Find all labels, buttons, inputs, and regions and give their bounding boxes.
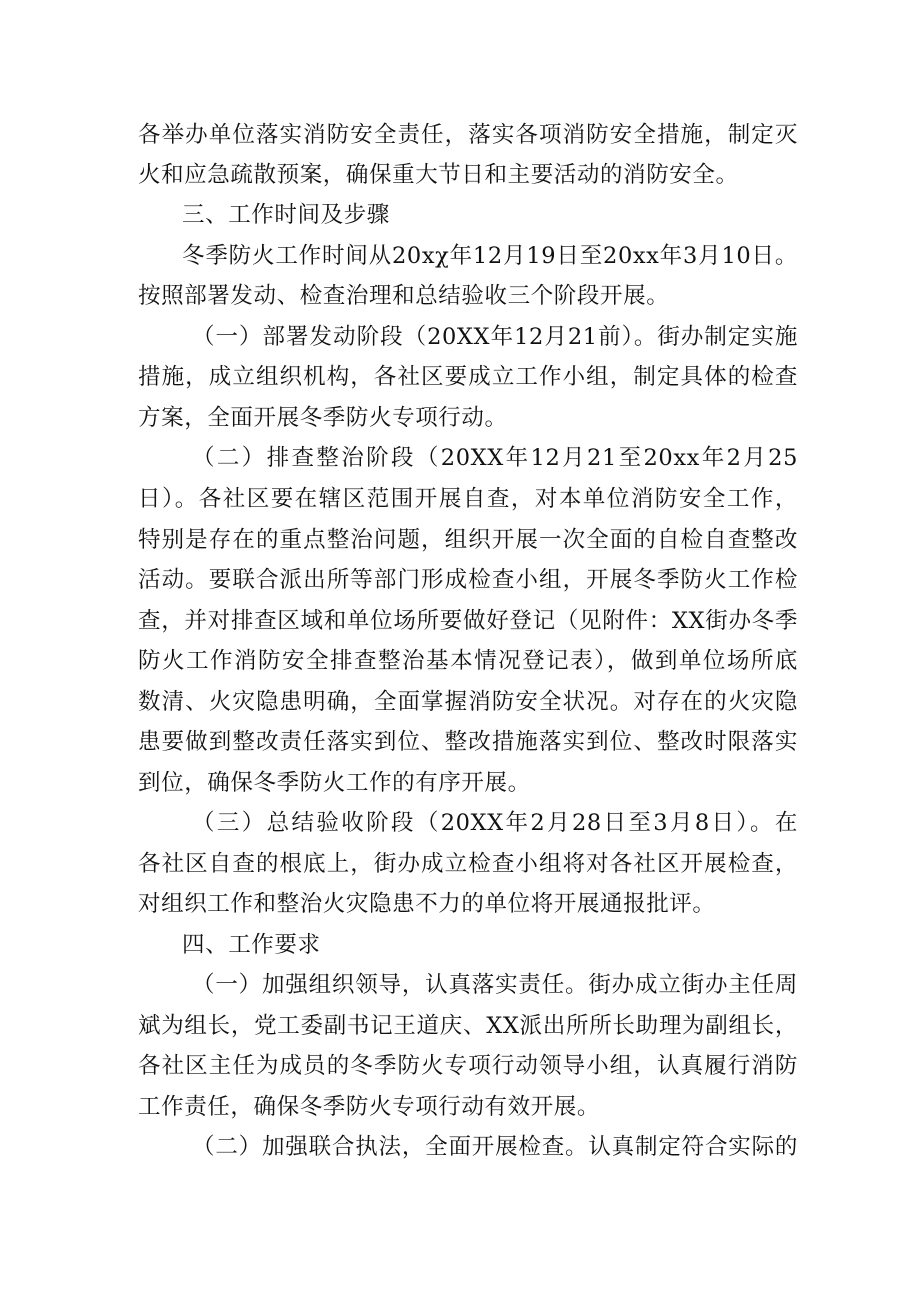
paragraph-line: （一）部署发动阶段（20XX年12月21前）。街办制定实施 xyxy=(192,324,798,350)
paragraph-line: （一）加强组织领导，认真落实责任。街办成立街办主任周 xyxy=(192,972,798,998)
paragraph-line: 数清、火灾隐患明确，全面掌握消防安全状况。对存在的火灾隐 xyxy=(138,689,798,715)
paragraph-line: 各举办单位落实消防安全责任，落实各项消防安全措施，制定灭 xyxy=(138,122,798,148)
paragraph-line: 方案，全面开展冬季防火专项行动。 xyxy=(138,405,508,431)
section-heading: 三、工作时间及步骤 xyxy=(182,202,390,228)
paragraph-line: 特别是存在的重点整治问题，组织开展一次全面的自检自查整改 xyxy=(138,527,798,553)
paragraph-line: 到位，确保冬季防火工作的有序开展。 xyxy=(138,770,531,796)
paragraph-line: 冬季防火工作时间从20xχ年12月19日至20xx年3月10日。 xyxy=(182,243,798,269)
paragraph-line: （三）总结验收阶段（20XX年2月28日至3月8日）。在 xyxy=(192,810,798,836)
paragraph-line: 措施，成立组织机构，各社区要成立工作小组，制定具体的检查 xyxy=(138,364,798,390)
paragraph-line: 火和应急疏散预案，确保重大节日和主要活动的消防安全。 xyxy=(138,162,739,188)
paragraph-line: 各社区自查的根底上，街办成立检查小组将对各社区开展检查， xyxy=(138,851,798,877)
paragraph-line: （二）排查整治阶段（20XX年12月21至20xx年2月25 xyxy=(192,445,798,471)
paragraph-line: （二）加强联合执法，全面开展检查。认真制定符合实际的 xyxy=(192,1134,798,1160)
paragraph-line: 按照部署发动、检查治理和总结验收三个阶段开展。 xyxy=(138,283,670,309)
paragraph-line: 查，并对排查区域和单位场所要做好登记（见附件：XX街办冬季 xyxy=(138,608,798,634)
section-heading: 四、工作要求 xyxy=(182,932,321,958)
paragraph-line: 对组织工作和整治火灾隐患不力的单位将开展通报批评。 xyxy=(138,891,716,917)
paragraph-line: 斌为组长，党工委副书记王道庆、XX派出所所长助理为副组长， xyxy=(138,1013,798,1039)
paragraph-line: 患要做到整改责任落实到位、整改措施落实到位、整改时限落实 xyxy=(138,729,798,755)
paragraph-line: 防火工作消防安全排查整治基本情况登记表），做到单位场所底 xyxy=(138,648,798,674)
paragraph-line: 日）。各社区要在辖区范围开展自查，对本单位消防安全工作， xyxy=(138,486,798,512)
paragraph-line: 活动。要联合派出所等部门形成检查小组，开展冬季防火工作检 xyxy=(138,567,798,593)
paragraph-line: 工作责任，确保冬季防火专项行动有效开展。 xyxy=(138,1094,601,1120)
paragraph-line: 各社区主任为成员的冬季防火专项行动领导小组，认真履行消防 xyxy=(138,1053,798,1079)
